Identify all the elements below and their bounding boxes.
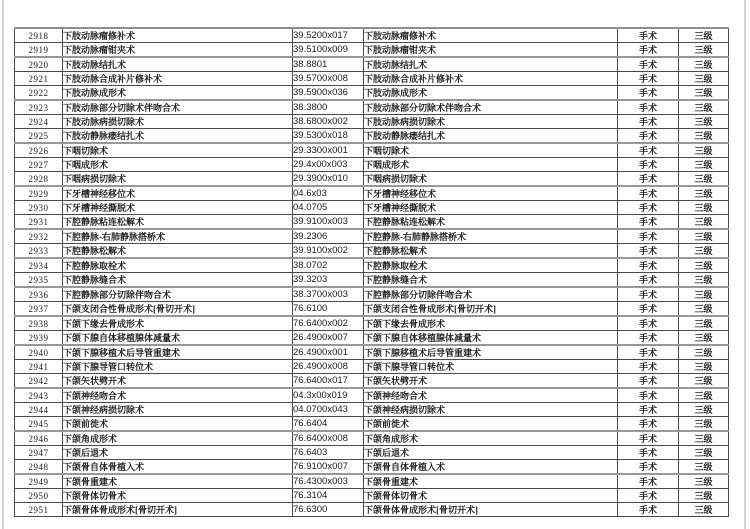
page-scan-edge-right [744, 0, 746, 529]
level-cell: 三级 [679, 287, 729, 302]
table-row [15, 302, 729, 317]
procedure-name: 下腔静脉取栓术 [63, 258, 293, 273]
row-number: 2939 [15, 331, 63, 346]
table-row [15, 273, 729, 288]
procedure-code: 76.6400x017 [293, 374, 364, 389]
level-cell: 三级 [679, 201, 729, 215]
table-row [15, 331, 729, 346]
procedure-name: 下肢动静脉瘘结扎术 [63, 129, 293, 144]
procedure-name-secondary: 下肢动脉瘤修补术 [364, 28, 618, 43]
table-row [15, 215, 729, 230]
category-cell: 手术 [618, 100, 679, 115]
row-number: 2923 [15, 100, 63, 115]
level-cell: 三级 [679, 158, 729, 172]
table-row [15, 489, 729, 503]
procedure-code: 38.3700x003 [293, 287, 364, 302]
row-number: 2951 [15, 503, 63, 517]
row-number: 2943 [15, 388, 63, 403]
procedure-name-secondary: 下颌神经吻合术 [364, 388, 618, 403]
procedure-code: 39.5300x018 [293, 129, 364, 144]
procedure-name-secondary: 下腔静脉缝合术 [364, 273, 618, 288]
procedure-code: 26.4900x007 [293, 331, 364, 346]
procedure-code: 04.3x00x019 [293, 388, 364, 403]
procedure-name: 下颌矢状劈开术 [63, 374, 293, 389]
table-row [15, 446, 729, 460]
procedure-name-secondary: 下颌下腺导管口转位术 [364, 360, 618, 374]
category-cell: 手术 [618, 417, 679, 432]
procedure-name: 下颌下腺移植术后导管重建术 [63, 345, 293, 360]
level-cell: 三级 [679, 115, 729, 129]
category-cell: 手术 [618, 229, 679, 244]
procedure-code: 04.6x03 [293, 186, 364, 201]
level-cell: 三级 [679, 215, 729, 230]
level-cell: 三级 [679, 446, 729, 460]
procedure-code: 29.4x00x003 [293, 158, 364, 172]
procedure-name: 下颌骨体切骨术 [63, 489, 293, 503]
table-row [15, 503, 729, 517]
row-number: 2921 [15, 72, 63, 86]
table-row [15, 158, 729, 172]
procedure-code: 76.6100 [293, 302, 364, 317]
level-cell: 三级 [679, 374, 729, 389]
procedure-name-secondary: 下腔静脉松解术 [364, 244, 618, 259]
procedure-name-secondary: 下颌骨体切骨术 [364, 489, 618, 503]
row-number: 2919 [15, 43, 63, 58]
category-cell: 手术 [618, 143, 679, 158]
row-number: 2924 [15, 115, 63, 129]
category-cell: 手术 [618, 460, 679, 475]
procedure-name: 下肢动脉瘤钳夹术 [63, 43, 293, 58]
procedure-code: 29.3900x010 [293, 172, 364, 187]
procedure-name-secondary: 下肢动脉部分切除术伴吻合术 [364, 100, 618, 115]
procedure-name: 下颌角成形术 [63, 431, 293, 446]
procedure-name: 下腔静脉粘连松解术 [63, 215, 293, 230]
row-number: 2928 [15, 172, 63, 187]
row-number: 2933 [15, 244, 63, 259]
procedure-name: 下腔静脉缝合术 [63, 273, 293, 288]
procedure-code: 39.5700x008 [293, 72, 364, 86]
table-row [15, 143, 729, 158]
category-cell: 手术 [618, 186, 679, 201]
table-row [15, 72, 729, 86]
level-cell: 三级 [679, 503, 729, 517]
procedure-code: 76.6400x002 [293, 316, 364, 331]
procedure-name: 下颌神经病损切除术 [63, 403, 293, 417]
category-cell: 手术 [618, 345, 679, 360]
row-number: 2920 [15, 57, 63, 72]
table-row [15, 258, 729, 273]
table-row [15, 417, 729, 432]
procedure-name: 下颌骨体骨成形术[骨切开术] [63, 503, 293, 517]
table-row [15, 186, 729, 201]
procedure-name: 下肢动脉病损切除术 [63, 115, 293, 129]
procedure-name: 下腔静脉松解术 [63, 244, 293, 259]
procedure-code: 04.0705 [293, 201, 364, 215]
procedure-name: 下颌后退术 [63, 446, 293, 460]
row-number: 2948 [15, 460, 63, 475]
procedure-name-secondary: 下颌骨自体骨植入术 [364, 460, 618, 475]
table-row [15, 345, 729, 360]
category-cell: 手术 [618, 331, 679, 346]
row-number: 2925 [15, 129, 63, 144]
procedure-table-body [15, 28, 729, 517]
category-cell: 手术 [618, 431, 679, 446]
category-cell: 手术 [618, 43, 679, 58]
procedure-name: 下颌下腺自体移植腺体减量术 [63, 331, 293, 346]
procedure-code: 76.4300x003 [293, 474, 364, 489]
level-cell: 三级 [679, 474, 729, 489]
category-cell: 手术 [618, 258, 679, 273]
row-number: 2926 [15, 143, 63, 158]
procedure-name-secondary: 下咽病损切除术 [364, 172, 618, 187]
category-cell: 手术 [618, 273, 679, 288]
row-number: 2931 [15, 215, 63, 230]
category-cell: 手术 [618, 215, 679, 230]
row-number: 2940 [15, 345, 63, 360]
procedure-name-secondary: 下颌下腺自体移植腺体减量术 [364, 331, 618, 346]
row-number: 2929 [15, 186, 63, 201]
level-cell: 三级 [679, 417, 729, 432]
procedure-name-secondary: 下颌骨重建术 [364, 474, 618, 489]
level-cell: 三级 [679, 72, 729, 86]
procedure-code: 29.3300x001 [293, 143, 364, 158]
procedure-code: 04.0700x043 [293, 403, 364, 417]
procedure-code: 76.3104 [293, 489, 364, 503]
level-cell: 三级 [679, 403, 729, 417]
level-cell: 三级 [679, 186, 729, 201]
level-cell: 三级 [679, 388, 729, 403]
table-row [15, 100, 729, 115]
row-number: 2936 [15, 287, 63, 302]
procedure-name: 下咽切除术 [63, 143, 293, 158]
procedure-name: 下颌下腺导管口转位术 [63, 360, 293, 374]
level-cell: 三级 [679, 86, 729, 101]
procedure-name-secondary: 下肢动脉瘤钳夹术 [364, 43, 618, 58]
procedure-name-secondary: 下颌支闭合性骨成形术[骨切开术] [364, 302, 618, 317]
level-cell: 三级 [679, 360, 729, 374]
procedure-name-secondary: 下牙槽神经移位术 [364, 186, 618, 201]
level-cell: 三级 [679, 331, 729, 346]
procedure-name: 下肢动脉成形术 [63, 86, 293, 101]
procedure-name-secondary: 下颌神经病损切除术 [364, 403, 618, 417]
procedure-name-secondary: 下腔静脉-右肺静脉搭桥术 [364, 229, 618, 244]
level-cell: 三级 [679, 273, 729, 288]
table-row [15, 474, 729, 489]
level-cell: 三级 [679, 100, 729, 115]
procedure-name: 下颌神经吻合术 [63, 388, 293, 403]
procedure-name-secondary: 下肢动静脉瘘结扎术 [364, 129, 618, 144]
category-cell: 手术 [618, 446, 679, 460]
level-cell: 三级 [679, 244, 729, 259]
procedure-name-secondary: 下颌下缘去骨成形术 [364, 316, 618, 331]
category-cell: 手术 [618, 316, 679, 331]
table-row [15, 316, 729, 331]
procedure-code: 39.5900x036 [293, 86, 364, 101]
level-cell: 三级 [679, 258, 729, 273]
category-cell: 手术 [618, 360, 679, 374]
procedure-name: 下颌支闭合性骨成形术[骨切开术] [63, 302, 293, 317]
procedure-code: 76.9100x007 [293, 460, 364, 475]
table-row [15, 43, 729, 58]
procedure-name-secondary: 下腔静脉部分切除伴吻合术 [364, 287, 618, 302]
level-cell: 三级 [679, 57, 729, 72]
category-cell: 手术 [618, 115, 679, 129]
procedure-code: 76.6300 [293, 503, 364, 517]
category-cell: 手术 [618, 172, 679, 187]
procedure-code: 39.2306 [293, 229, 364, 244]
procedure-name: 下肢动脉合成补片修补术 [63, 72, 293, 86]
procedure-name: 下肢动脉结扎术 [63, 57, 293, 72]
category-cell: 手术 [618, 201, 679, 215]
row-number: 2946 [15, 431, 63, 446]
page-scan-edge-left [2, 0, 4, 529]
procedure-code: 39.3203 [293, 273, 364, 288]
level-cell: 三级 [679, 229, 729, 244]
procedure-name: 下牙槽神经撕脱术 [63, 201, 293, 215]
row-number: 2937 [15, 302, 63, 317]
table-row [15, 403, 729, 417]
row-number: 2922 [15, 86, 63, 101]
procedure-name: 下颌下缘去骨成形术 [63, 316, 293, 331]
row-number: 2935 [15, 273, 63, 288]
category-cell: 手术 [618, 86, 679, 101]
procedure-name: 下咽病损切除术 [63, 172, 293, 187]
procedure-code: 38.0702 [293, 258, 364, 273]
procedure-code: 38.8801 [293, 57, 364, 72]
procedure-code: 39.5200x017 [293, 28, 364, 43]
category-cell: 手术 [618, 388, 679, 403]
procedure-name-secondary: 下肢动脉成形术 [364, 86, 618, 101]
table-row [15, 229, 729, 244]
row-number: 2949 [15, 474, 63, 489]
table-row [15, 388, 729, 403]
procedure-name-secondary: 下腔静脉取栓术 [364, 258, 618, 273]
row-number: 2932 [15, 229, 63, 244]
procedure-name-secondary: 下咽成形术 [364, 158, 618, 172]
procedure-name-secondary: 下颌角成形术 [364, 431, 618, 446]
category-cell: 手术 [618, 72, 679, 86]
table-row [15, 115, 729, 129]
category-cell: 手术 [618, 244, 679, 259]
category-cell: 手术 [618, 287, 679, 302]
procedure-name: 下颌骨重建术 [63, 474, 293, 489]
table-row [15, 28, 729, 43]
row-number: 2941 [15, 360, 63, 374]
procedure-name-secondary: 下腔静脉粘连松解术 [364, 215, 618, 230]
level-cell: 三级 [679, 28, 729, 43]
table-row [15, 172, 729, 187]
procedure-name: 下牙槽神经移位术 [63, 186, 293, 201]
table-row [15, 201, 729, 215]
category-cell: 手术 [618, 474, 679, 489]
procedure-name-secondary: 下颌骨体骨成形术[骨切开术] [364, 503, 618, 517]
table-row [15, 360, 729, 374]
procedure-name: 下腔静脉部分切除伴吻合术 [63, 287, 293, 302]
category-cell: 手术 [618, 28, 679, 43]
table-row [15, 129, 729, 144]
procedure-code: 39.5100x009 [293, 43, 364, 58]
level-cell: 三级 [679, 431, 729, 446]
row-number: 2934 [15, 258, 63, 273]
level-cell: 三级 [679, 489, 729, 503]
table-row [15, 57, 729, 72]
category-cell: 手术 [618, 403, 679, 417]
procedure-code: 76.6404 [293, 417, 364, 432]
category-cell: 手术 [618, 57, 679, 72]
procedure-table [14, 27, 729, 517]
level-cell: 三级 [679, 345, 729, 360]
procedure-code: 76.6400x008 [293, 431, 364, 446]
row-number: 2930 [15, 201, 63, 215]
procedure-name-secondary: 下颌后退术 [364, 446, 618, 460]
level-cell: 三级 [679, 316, 729, 331]
level-cell: 三级 [679, 143, 729, 158]
procedure-code: 39.9100x002 [293, 244, 364, 259]
procedure-code: 38.3800 [293, 100, 364, 115]
level-cell: 三级 [679, 129, 729, 144]
procedure-name: 下肢动脉部分切除术伴吻合术 [63, 100, 293, 115]
procedure-code: 26.4900x008 [293, 360, 364, 374]
table-row [15, 86, 729, 101]
procedure-name-secondary: 下咽切除术 [364, 143, 618, 158]
category-cell: 手术 [618, 374, 679, 389]
procedure-name-secondary: 下颌前徙术 [364, 417, 618, 432]
table-row [15, 244, 729, 259]
procedure-name: 下颌前徙术 [63, 417, 293, 432]
procedure-name: 下咽成形术 [63, 158, 293, 172]
procedure-name-secondary: 下颌下腺移植术后导管重建术 [364, 345, 618, 360]
procedure-name: 下颌骨自体骨植入术 [63, 460, 293, 475]
level-cell: 三级 [679, 460, 729, 475]
procedure-name-secondary: 下肢动脉结扎术 [364, 57, 618, 72]
table-row [15, 460, 729, 475]
level-cell: 三级 [679, 172, 729, 187]
category-cell: 手术 [618, 489, 679, 503]
procedure-name-secondary: 下肢动脉病损切除术 [364, 115, 618, 129]
category-cell: 手术 [618, 503, 679, 517]
row-number: 2945 [15, 417, 63, 432]
table-row [15, 374, 729, 389]
category-cell: 手术 [618, 158, 679, 172]
procedure-name-secondary: 下颌矢状劈开术 [364, 374, 618, 389]
row-number: 2927 [15, 158, 63, 172]
category-cell: 手术 [618, 302, 679, 317]
procedure-name-secondary: 下肢动脉合成补片修补术 [364, 72, 618, 86]
category-cell: 手术 [618, 129, 679, 144]
procedure-code: 38.6800x002 [293, 115, 364, 129]
procedure-code: 39.9100x003 [293, 215, 364, 230]
row-number: 2947 [15, 446, 63, 460]
procedure-name-secondary: 下牙槽神经撕脱术 [364, 201, 618, 215]
procedure-name: 下腔静脉-右肺静脉搭桥术 [63, 229, 293, 244]
row-number: 2942 [15, 374, 63, 389]
procedure-name: 下肢动脉瘤修补术 [63, 28, 293, 43]
row-number: 2944 [15, 403, 63, 417]
table-row [15, 287, 729, 302]
row-number: 2918 [15, 28, 63, 43]
level-cell: 三级 [679, 43, 729, 58]
row-number: 2938 [15, 316, 63, 331]
procedure-code: 76.6403 [293, 446, 364, 460]
level-cell: 三级 [679, 302, 729, 317]
row-number: 2950 [15, 489, 63, 503]
table-row [15, 431, 729, 446]
procedure-code: 26.4900x001 [293, 345, 364, 360]
